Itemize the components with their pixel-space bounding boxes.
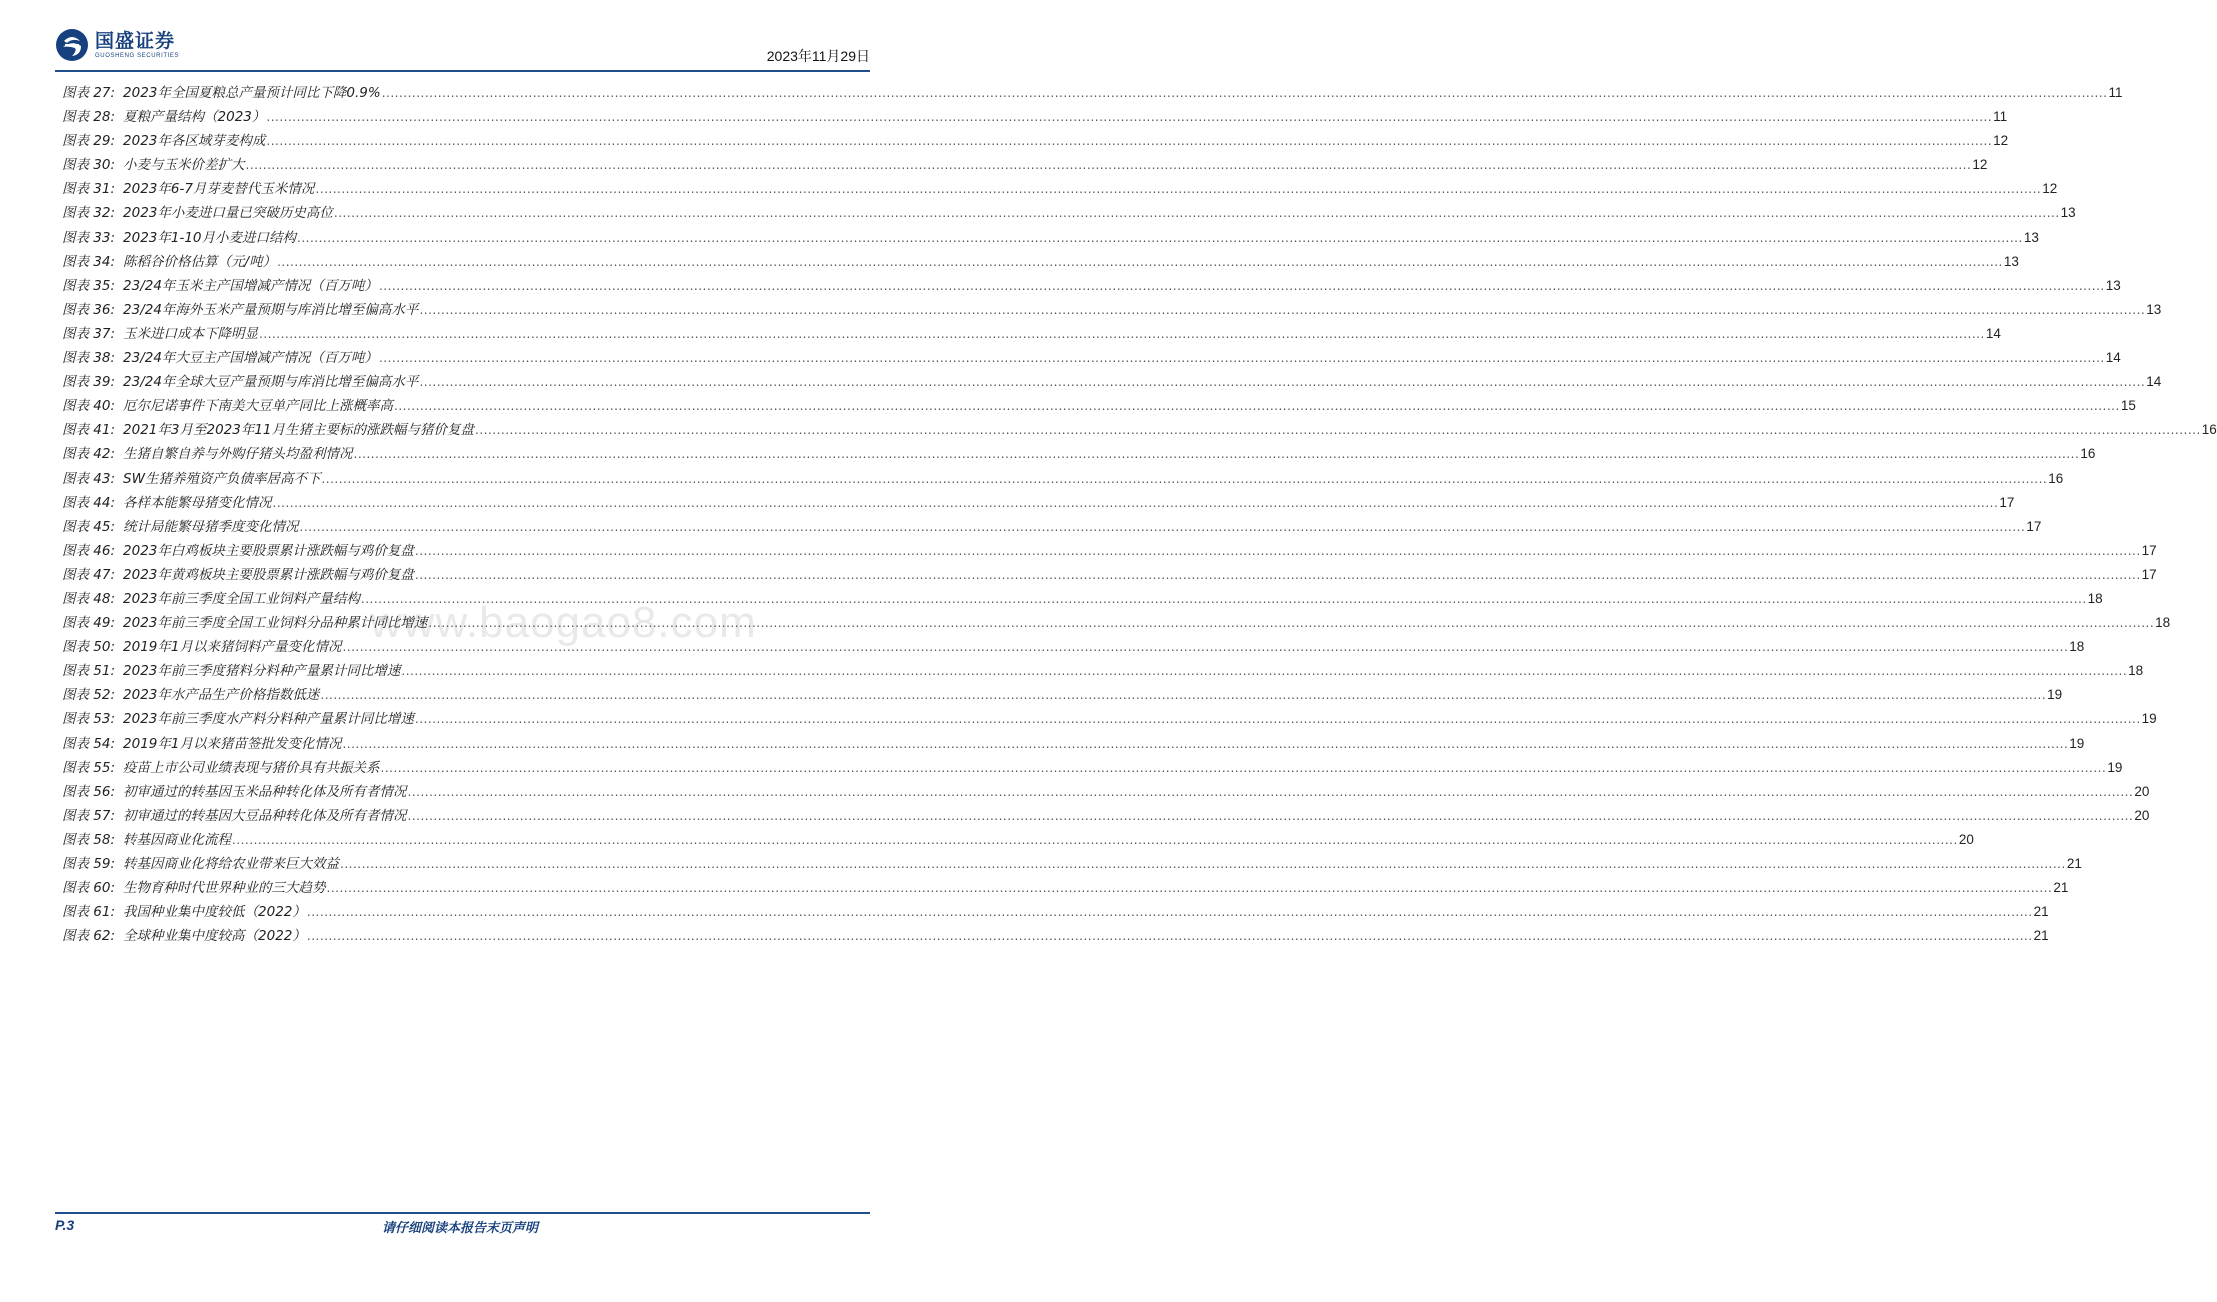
toc-entry[interactable]	[62, 780, 2150, 804]
toc-entry-page: 16	[2048, 470, 2064, 486]
toc-dot-leader: ................................................................................................................................................................................................................................................................................................................................................................................................................	[394, 399, 2120, 414]
toc-dot-leader: ................................................................................................................................................................................................................................................................................................................................................................................................................	[245, 158, 1972, 173]
toc-entry-title: 23/24年全球大豆产量预期与库消比增至偏高水平	[123, 374, 419, 391]
toc-dot-leader: ................................................................................................................................................................................................................................................................................................................................................................................................................	[266, 110, 1993, 125]
toc-dot-leader: ................................................................................................................................................................................................................................................................................................................................................................................................................	[306, 929, 2033, 944]
toc-entry[interactable]	[62, 442, 2096, 466]
toc-entry-label: 图表 52:	[62, 687, 116, 704]
toc-dot-leader: ................................................................................................................................................................................................................................................................................................................................................................................................................	[360, 591, 2087, 606]
toc-entry[interactable]	[62, 732, 2085, 756]
toc-dot-leader: ................................................................................................................................................................................................................................................................................................................................................................................................................	[378, 278, 2105, 293]
toc-entry-page: 11	[2108, 85, 2123, 100]
toc-dot-leader: ................................................................................................................................................................................................................................................................................................................................................................................................................	[414, 712, 2141, 727]
toc-entry-label: 图表 28:	[62, 109, 116, 126]
page-number: P.3	[55, 1217, 75, 1233]
toc-dot-leader: ................................................................................................................................................................................................................................................................................................................................................................................................................	[333, 206, 2060, 221]
toc-dot-leader: ................................................................................................................................................................................................................................................................................................................................................................................................................	[266, 134, 1993, 149]
disclaimer-note: 请仔细阅读本报告末页声明	[381, 1221, 538, 1236]
toc-entry-label: 图表 41:	[62, 422, 116, 439]
toc-entry-page: 13	[2003, 253, 2019, 269]
page-header	[55, 28, 870, 68]
toc-entry[interactable]	[62, 563, 2157, 587]
toc-entry-page: 18	[2087, 590, 2103, 606]
toc-entry-label: 图表 34:	[62, 253, 116, 270]
toc-dot-leader: ................................................................................................................................................................................................................................................................................................................................................................................................................	[297, 230, 2023, 245]
toc-entry-label: 图表 45:	[62, 518, 116, 535]
toc-entry-title: 全球种业集中度较高（2022）	[123, 928, 306, 945]
toc-entry-label: 图表 51:	[62, 663, 116, 680]
toc-entry-label: 图表 36:	[62, 301, 116, 318]
toc-dot-leader: ................................................................................................................................................................................................................................................................................................................................................................................................................	[277, 254, 2003, 269]
toc-dot-leader: ................................................................................................................................................................................................................................................................................................................................................................................................................	[419, 375, 2146, 390]
toc-dot-leader: ................................................................................................................................................................................................................................................................................................................................................................................................................	[232, 832, 1958, 847]
toc-entry-title: 玉米进口成本下降明显	[123, 325, 259, 342]
toc-entry-label: 图表 39:	[62, 374, 116, 391]
toc-entry-label: 图表 60:	[62, 880, 116, 897]
toc-entry-title: 2023年水产品生产价格指数低迷	[123, 687, 320, 704]
toc-entry-page: 17	[1999, 494, 2015, 510]
toc-entry-label: 图表 31:	[62, 181, 116, 198]
toc-entry[interactable]	[62, 81, 2123, 105]
toc-entry-title: 2019年1月以来猪饲料产量变化情况	[123, 639, 342, 656]
toc-entry-title: 2023年白鸡板块主要股票累计涨跌幅与鸡价复盘	[123, 542, 414, 559]
toc-entry-title: 2019年1月以来猪苗签批发变化情况	[123, 735, 342, 752]
toc-dot-leader: ................................................................................................................................................................................................................................................................................................................................................................................................................	[381, 86, 2108, 100]
toc-entry-title: 23/24年大豆主产国增减产情况（百万吨）	[123, 350, 378, 367]
toc-entry-title: 2023年黄鸡板块主要股票累计涨跌幅与鸡价复盘	[123, 566, 414, 583]
toc-entry-label: 图表 46:	[62, 542, 116, 559]
toc-entry-page: 17	[2141, 566, 2157, 582]
toc-entry-title: 2023年全国夏粮总产量预计同比下降0.9%	[123, 85, 381, 101]
toc-entry[interactable]	[62, 707, 2157, 731]
toc-dot-leader: ................................................................................................................................................................................................................................................................................................................................................................................................................	[272, 495, 1999, 510]
toc-entry-title: 统计局能繁母猪季度变化情况	[123, 518, 299, 535]
toc-entry-page: 19	[2047, 687, 2063, 703]
toc-entry-title: 生猪自繁自养与外购仔猪头均盈利情况	[123, 446, 353, 463]
toc-entry-page: 14	[1985, 325, 2001, 341]
toc-entry-title: 转基因商业化将给农业带来巨大效益	[123, 856, 340, 872]
toc-entry-label: 图表 50:	[62, 639, 116, 656]
toc-entry-label: 图表 40:	[62, 398, 116, 415]
footer-divider	[55, 1212, 870, 1214]
toc-entry-label: 图表 32:	[62, 205, 116, 222]
toc-dot-leader: ................................................................................................................................................................................................................................................................................................................................................................................................................	[414, 543, 2141, 558]
toc-entry-page: 20	[2134, 807, 2150, 823]
toc-entry-page: 21	[2033, 928, 2049, 944]
toc-entry-title: 2021年3月至2023年11月生猪主要标的涨跌幅与猪价复盘	[123, 422, 475, 439]
toc-entry-label: 图表 55:	[62, 759, 116, 776]
toc-dot-leader: ................................................................................................................................................................................................................................................................................................................................................................................................................	[401, 664, 2128, 679]
toc-entry-title: 2023年各区域芽麦构成	[123, 133, 266, 150]
toc-entry-label: 图表 37:	[62, 325, 116, 342]
toc-entry-page: 13	[2105, 277, 2121, 293]
toc-dot-leader: ................................................................................................................................................................................................................................................................................................................................................................................................................	[428, 616, 2155, 631]
toc-dot-leader: ................................................................................................................................................................................................................................................................................................................................................................................................................	[419, 302, 2146, 317]
toc-dot-leader: ................................................................................................................................................................................................................................................................................................................................................................................................................	[315, 182, 2042, 197]
toc-entry-page: 14	[2105, 350, 2121, 366]
toc-dot-leader: ................................................................................................................................................................................................................................................................................................................................................................................................................	[407, 808, 2134, 823]
toc-entry-label: 图表 30:	[62, 157, 116, 174]
toc-entry-page: 17	[2026, 518, 2042, 534]
toc-entry-page: 18	[2128, 663, 2144, 679]
toc-entry-page: 12	[2042, 181, 2058, 197]
toc-entry-label: 图表 54:	[62, 735, 116, 752]
toc-entry-label: 图表 57:	[62, 807, 116, 824]
toc-entry-page: 18	[2069, 639, 2085, 655]
toc-entry[interactable]	[62, 467, 2064, 491]
toc-dot-leader: ................................................................................................................................................................................................................................................................................................................................................................................................................	[378, 351, 2105, 366]
header-divider	[55, 70, 870, 72]
toc-entry-page: 19	[2069, 735, 2085, 751]
toc-entry[interactable]	[62, 828, 1974, 852]
toc-entry-label: 图表 38:	[62, 350, 116, 367]
toc-entry[interactable]	[62, 900, 2049, 924]
toc-dot-leader: ................................................................................................................................................................................................................................................................................................................................................................................................................	[321, 471, 2048, 486]
toc-dot-leader: ................................................................................................................................................................................................................................................................................................................................................................................................................	[414, 567, 2141, 582]
toc-dot-leader: ................................................................................................................................................................................................................................................................................................................................................................................................................	[342, 736, 2069, 751]
toc-entry[interactable]	[62, 177, 2058, 201]
toc-entry-label: 图表 29:	[62, 133, 116, 150]
toc-entry-page: 12	[1972, 157, 1988, 173]
toc-entry[interactable]	[62, 683, 2063, 707]
toc-entry-page: 17	[2141, 542, 2157, 558]
toc-dot-leader: ................................................................................................................................................................................................................................................................................................................................................................................................................	[259, 326, 1985, 341]
toc-entry[interactable]	[62, 298, 2162, 322]
toc-entry-page: 21	[2053, 880, 2069, 896]
guosheng-logo-icon	[55, 28, 89, 62]
toc-dot-leader: ................................................................................................................................................................................................................................................................................................................................................................................................................	[320, 688, 2047, 703]
toc-entry[interactable]	[62, 105, 2008, 129]
toc-dot-leader: ................................................................................................................................................................................................................................................................................................................................................................................................................	[326, 881, 2053, 896]
toc-entry-title: 2023年小麦进口量已突破历史高位	[123, 205, 333, 222]
toc-entry-page: 14	[2146, 374, 2162, 390]
toc-entry[interactable]	[62, 635, 2085, 659]
toc-entry-label: 图表 48:	[62, 590, 116, 607]
logo-name-cn: 国盛证券	[95, 30, 176, 52]
toc-entry-title: 生物育种时代世界种业的三大趋势	[123, 880, 326, 897]
toc-entry-title: 厄尔尼诺事件下南美大豆单产同比上涨概率高	[123, 398, 394, 415]
toc-entry[interactable]	[62, 756, 2123, 780]
logo-name-en: GUOSHENG SECURITIES	[95, 53, 180, 59]
toc-entry[interactable]	[62, 274, 2121, 298]
toc-dot-leader: ................................................................................................................................................................................................................................................................................................................................................................................................................	[299, 519, 2026, 534]
toc-entry[interactable]	[62, 587, 2103, 611]
toc-entry-label: 图表 35:	[62, 277, 116, 294]
toc-entry-title: 转基因商业化流程	[123, 831, 232, 848]
toc-dot-leader: ................................................................................................................................................................................................................................................................................................................................................................................................................	[342, 640, 2069, 655]
toc-entry[interactable]	[62, 394, 2136, 418]
toc-entry-title: 各样本能繁母猪变化情况	[123, 494, 272, 511]
toc-entry[interactable]	[62, 924, 2049, 948]
toc-dot-leader: ................................................................................................................................................................................................................................................................................................................................................................................................................	[353, 447, 2080, 462]
toc-entry-title: 我国种业集中度较低（2022）	[123, 904, 306, 921]
toc-entry-page: 16	[2080, 446, 2096, 462]
toc-entry-title: 2023年前三季度水产料分料种产量累计同比增速	[123, 711, 414, 728]
toc-entry-label: 图表 61:	[62, 904, 116, 921]
toc-entry-title: 23/24年玉米主产国增减产情况（百万吨）	[123, 277, 378, 294]
toc-entry-page: 12	[1993, 133, 2009, 149]
toc-entry-label: 图表 42:	[62, 446, 116, 463]
figure-table-of-contents	[62, 81, 2217, 948]
toc-entry-label: 图表 47:	[62, 566, 116, 583]
toc-entry[interactable]	[62, 250, 2019, 274]
toc-entry-title: 小麦与玉米价差扩大	[123, 157, 245, 174]
toc-entry[interactable]	[62, 876, 2069, 900]
toc-entry[interactable]	[62, 129, 2009, 153]
toc-entry-page: 11	[1993, 109, 2008, 125]
toc-entry-page: 20	[1958, 831, 1974, 847]
toc-entry-title: SW生猪养殖资产负债率居高不下	[123, 470, 321, 487]
watermark: www.baogao8.com	[370, 598, 757, 647]
toc-entry-page: 15	[2120, 398, 2136, 414]
toc-entry-page: 16	[2201, 422, 2217, 438]
toc-entry-title: 疫苗上市公司业绩表现与猪价具有共振关系	[123, 759, 380, 776]
toc-entry-label: 图表 33:	[62, 229, 116, 246]
toc-entry[interactable]	[62, 322, 2001, 346]
toc-entry-title: 初审通过的转基因大豆品种转化体及所有者情况	[123, 807, 407, 824]
toc-entry[interactable]	[62, 153, 1988, 177]
toc-dot-leader: ................................................................................................................................................................................................................................................................................................................................................................................................................	[475, 423, 2201, 438]
toc-entry[interactable]	[62, 515, 2042, 539]
toc-entry-page: 13	[2060, 205, 2076, 221]
toc-dot-leader: ................................................................................................................................................................................................................................................................................................................................................................................................................	[340, 857, 2066, 871]
report-date: 2023年11月29日	[766, 48, 870, 64]
toc-entry-page: 13	[2023, 229, 2039, 245]
toc-entry-label: 图表 53:	[62, 711, 116, 728]
toc-entry-title: 2023年前三季度全国工业饲料产量结构	[123, 590, 360, 607]
toc-entry-title: 初审通过的转基因玉米品种转化体及所有者情况	[123, 783, 407, 800]
toc-entry[interactable]	[62, 491, 2015, 515]
toc-entry-page: 13	[2146, 301, 2162, 317]
toc-entry[interactable]	[62, 611, 2171, 635]
toc-entry[interactable]	[62, 804, 2150, 828]
toc-entry[interactable]	[62, 346, 2121, 370]
toc-entry[interactable]	[62, 226, 2039, 250]
toc-entry-page: 20	[2134, 783, 2150, 799]
toc-dot-leader: ................................................................................................................................................................................................................................................................................................................................................................................................................	[306, 905, 2033, 920]
toc-entry-title: 23/24年海外玉米产量预期与库消比增至偏高水平	[123, 301, 419, 318]
toc-entry[interactable]	[62, 659, 2144, 683]
toc-entry-label: 图表 49:	[62, 615, 116, 632]
toc-entry-title: 2023年前三季度全国工业饲料分品种累计同比增速	[123, 615, 428, 632]
toc-entry-title: 夏粮产量结构（2023）	[123, 109, 266, 126]
toc-entry[interactable]	[62, 201, 2076, 225]
toc-entry-page: 18	[2155, 615, 2171, 631]
toc-entry-label: 图表 58:	[62, 831, 116, 848]
toc-entry-title: 2023年1-10月小麦进口结构	[123, 229, 297, 246]
toc-entry-title: 2023年6-7月芽麦替代玉米情况	[123, 181, 315, 198]
toc-entry-title: 2023年前三季度猪料分料种产量累计同比增速	[123, 663, 401, 680]
toc-entry-page: 21	[2066, 856, 2082, 871]
toc-entry-title: 陈稻谷价格估算（元/吨）	[123, 253, 277, 270]
toc-entry-page: 21	[2033, 904, 2049, 920]
toc-entry-label: 图表 62:	[62, 928, 116, 945]
toc-entry-page: 19	[2141, 711, 2157, 727]
toc-entry[interactable]	[62, 539, 2157, 563]
toc-entry[interactable]	[62, 852, 2082, 876]
toc-entry-label: 图表 56:	[62, 783, 116, 800]
toc-entry-label: 图表 43:	[62, 470, 116, 487]
toc-entry[interactable]	[62, 418, 2217, 442]
toc-entry-label: 图表 27:	[62, 85, 116, 101]
toc-entry-label: 图表 44:	[62, 494, 116, 511]
toc-entry-label: 图表 59:	[62, 856, 116, 872]
company-logo	[55, 28, 179, 62]
toc-entry[interactable]	[62, 370, 2162, 394]
toc-dot-leader: ................................................................................................................................................................................................................................................................................................................................................................................................................	[380, 760, 2107, 775]
toc-entry-page: 19	[2107, 759, 2123, 775]
toc-dot-leader: ................................................................................................................................................................................................................................................................................................................................................................................................................	[407, 784, 2134, 799]
